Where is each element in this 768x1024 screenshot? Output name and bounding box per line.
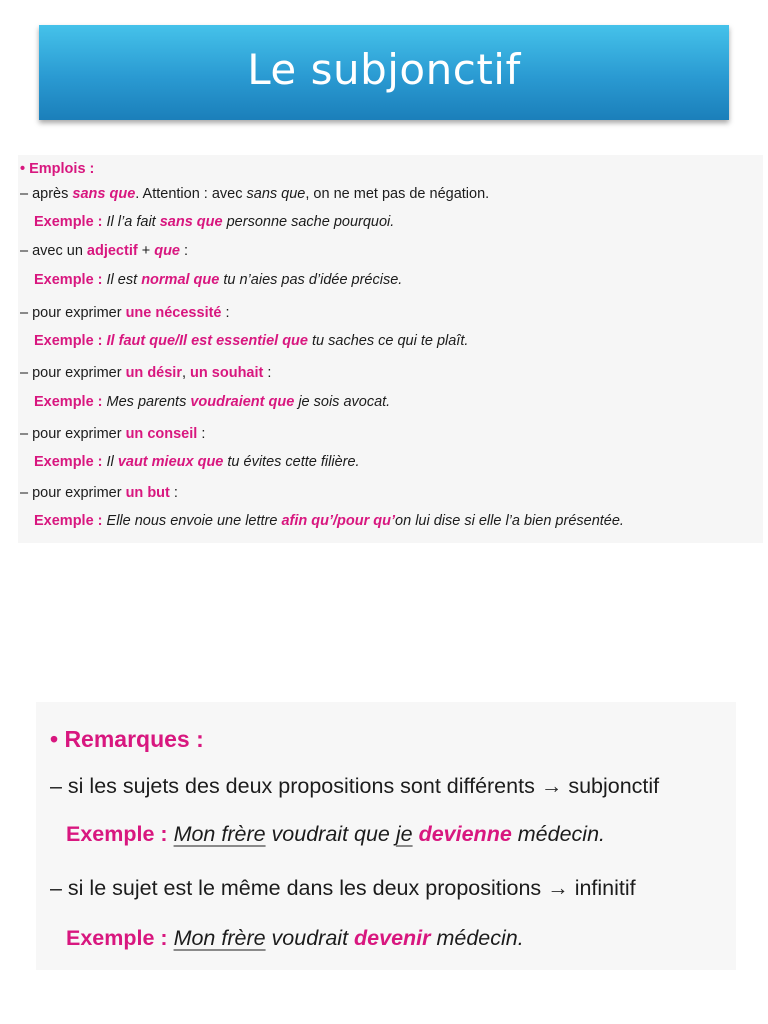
example-line: Exemple : Il l’a fait sans que personne sache pourquoi. [34,214,395,230]
remarques-heading: • Remarques : [50,726,204,752]
rule-line: – si le sujet est le même dans les deux propositions → infinitif [50,876,636,900]
example-line: Exemple : Mon frère voudrait que je devienne médecin. [66,822,605,846]
example-line: Exemple : Mes parents voudraient que je sois avocat. [34,394,391,410]
arrow-right-icon: → [540,774,563,798]
example-line: Exemple : Mon frère voudrait devenir médecin. [66,926,524,950]
example-line: Exemple : Il vaut mieux que tu évites cette filière. [34,454,360,470]
example-line: Exemple : Il est normal que tu n’aies pas d’idée précise. [34,272,403,288]
emplois-heading: • Emplois : [20,161,95,177]
usage-line: – après sans que. Attention : avec sans que, on ne met pas de négation. [20,186,490,202]
usage-line: – pour exprimer un désir, un souhait : [20,365,272,381]
usage-line: – pour exprimer une nécessité : [20,305,230,321]
usage-line: – pour exprimer un but : [20,485,178,501]
title-banner [39,25,729,120]
example-line: Exemple : Il faut que/Il est essentiel que tu saches ce qui te plaît. [34,333,469,349]
arrow-right-icon: → [547,876,569,900]
page-title: Le subjonctif [247,45,521,94]
remarques-section [36,702,736,970]
rule-line: – si les sujets des deux propositions sont différents → subjonctif [50,774,660,798]
example-line: Exemple : Elle nous envoie une lettre afin qu’/pour qu’on lui dise si elle l’a bien présentée. [34,513,624,529]
usage-line: – avec un adjectif + que : [20,243,189,259]
usage-line: – pour exprimer un conseil : [20,426,206,442]
emplois-section [18,155,763,543]
